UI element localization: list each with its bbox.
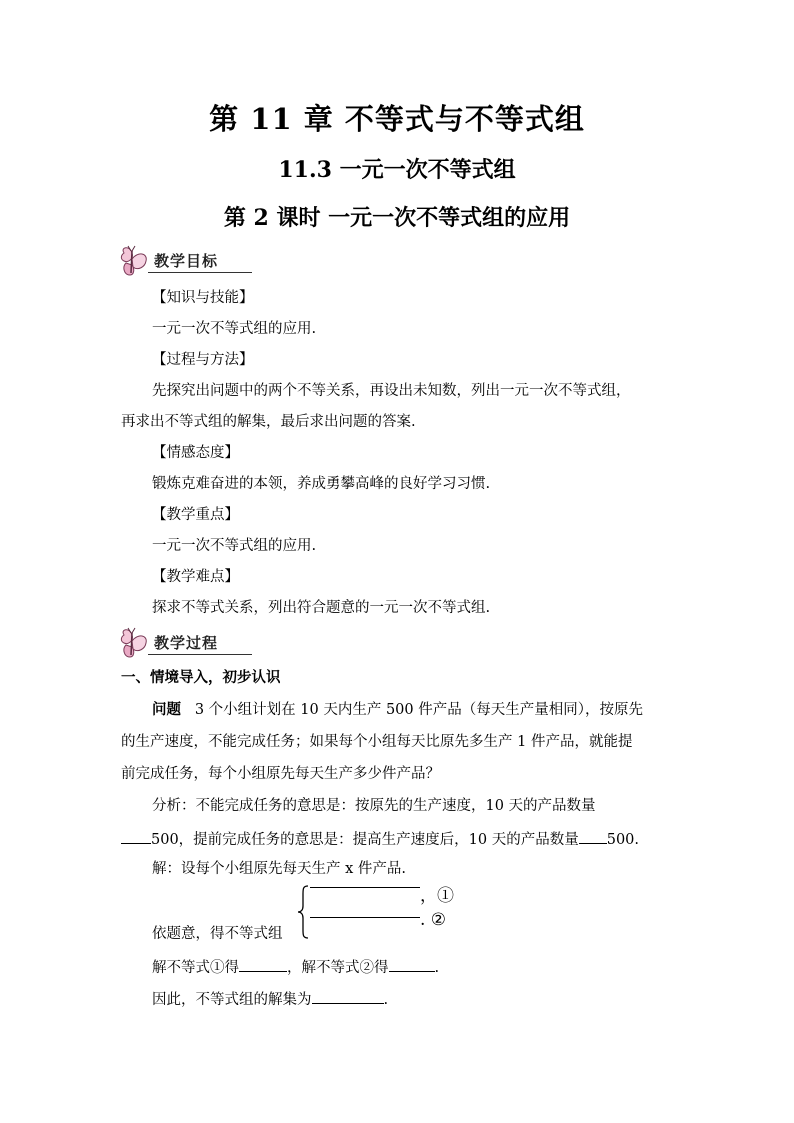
inequality-2-mark: . ②: [420, 910, 447, 930]
solve-text-c: .: [434, 960, 440, 976]
therefore-text-a: 因此，不等式组的解集为: [152, 992, 312, 1008]
solve-blank-2[interactable]: [389, 956, 435, 972]
solve-line: [152, 956, 439, 978]
process-method-body-line2: 再求出不等式组的解集，最后求出问题的答案.: [121, 414, 416, 430]
problem-text1: 3 个小组计划在 10 天内生产 500 件产品（每天生产量相同），按原先: [194, 702, 643, 718]
key-point-heading: 【教学重点】: [152, 507, 239, 523]
solve-blank-1[interactable]: [239, 956, 287, 972]
inequality-1-mark: ，①: [420, 886, 454, 906]
goals-badge: [118, 245, 258, 279]
goals-badge-label: 教学目标: [154, 252, 219, 270]
process-badge: [118, 627, 258, 661]
analysis-blank-1[interactable]: [121, 828, 151, 844]
analysis-text2a: 500，提前完成任务的意思是：提高生产速度后，10 天的产品数量: [151, 832, 579, 848]
solution-line1: 解：设每个小组原先每天生产 x 件产品.: [152, 861, 407, 877]
difficulty-heading: 【教学难点】: [152, 569, 239, 585]
inequality-system: [296, 884, 466, 940]
goals-badge-underline: [148, 272, 252, 273]
therefore-text-b: .: [383, 992, 389, 1008]
process-badge-underline: [148, 654, 252, 655]
solve-text-b: ，解不等式②得: [287, 960, 389, 976]
solve-text-a: 解不等式①得: [152, 960, 239, 976]
knowledge-heading: 【知识与技能】: [152, 290, 254, 306]
knowledge-body: 一元一次不等式组的应用.: [152, 321, 317, 337]
inequality-blank-1[interactable]: [310, 887, 420, 888]
key-point-body: 一元一次不等式组的应用.: [152, 538, 317, 554]
analysis-blank-2[interactable]: [579, 828, 607, 844]
process-method-body-line1: 先探究出问题中的两个不等关系，再设出未知数，列出一元一次不等式组，: [152, 383, 631, 399]
chapter-title: 第 11 章 不等式与不等式组: [209, 102, 585, 136]
analysis-line1: 分析：不能完成任务的意思是：按原先的生产速度，10 天的产品数量: [152, 798, 596, 814]
butterfly-icon: [118, 245, 152, 279]
problem-line2: 的生产速度，不能完成任务；如果每个小组每天比原先多生产 1 件产品，就能提: [121, 734, 633, 750]
section-title: 11.3 一元一次不等式组: [278, 157, 516, 183]
inequality-blank-2[interactable]: [310, 917, 420, 918]
emotion-body: 锻炼克难奋进的本领，养成勇攀高峰的良好学习习惯.: [152, 476, 491, 492]
part1-heading: 一、情境导入，初步认识: [121, 669, 281, 686]
left-brace: [296, 884, 310, 940]
problem-label: 问题: [152, 701, 181, 718]
process-method-heading: 【过程与方法】: [152, 352, 254, 368]
emotion-heading: 【情感态度】: [152, 445, 239, 461]
problem-line3: 前完成任务，每个小组原先每天生产多少件产品？: [121, 766, 440, 782]
butterfly-icon: [118, 627, 152, 661]
solution-line2: 依题意，得不等式组: [152, 926, 283, 942]
analysis-line2: [121, 828, 639, 850]
lesson-title: 第 2 课时 一元一次不等式组的应用: [223, 205, 571, 231]
solution-set-blank[interactable]: [312, 988, 384, 1004]
problem-line1: [152, 700, 643, 720]
analysis-text2b: 500.: [606, 832, 640, 848]
difficulty-body: 探求不等式关系，列出符合题意的一元一次不等式组.: [152, 600, 491, 616]
process-badge-label: 教学过程: [154, 634, 219, 652]
therefore-line: [152, 988, 388, 1010]
